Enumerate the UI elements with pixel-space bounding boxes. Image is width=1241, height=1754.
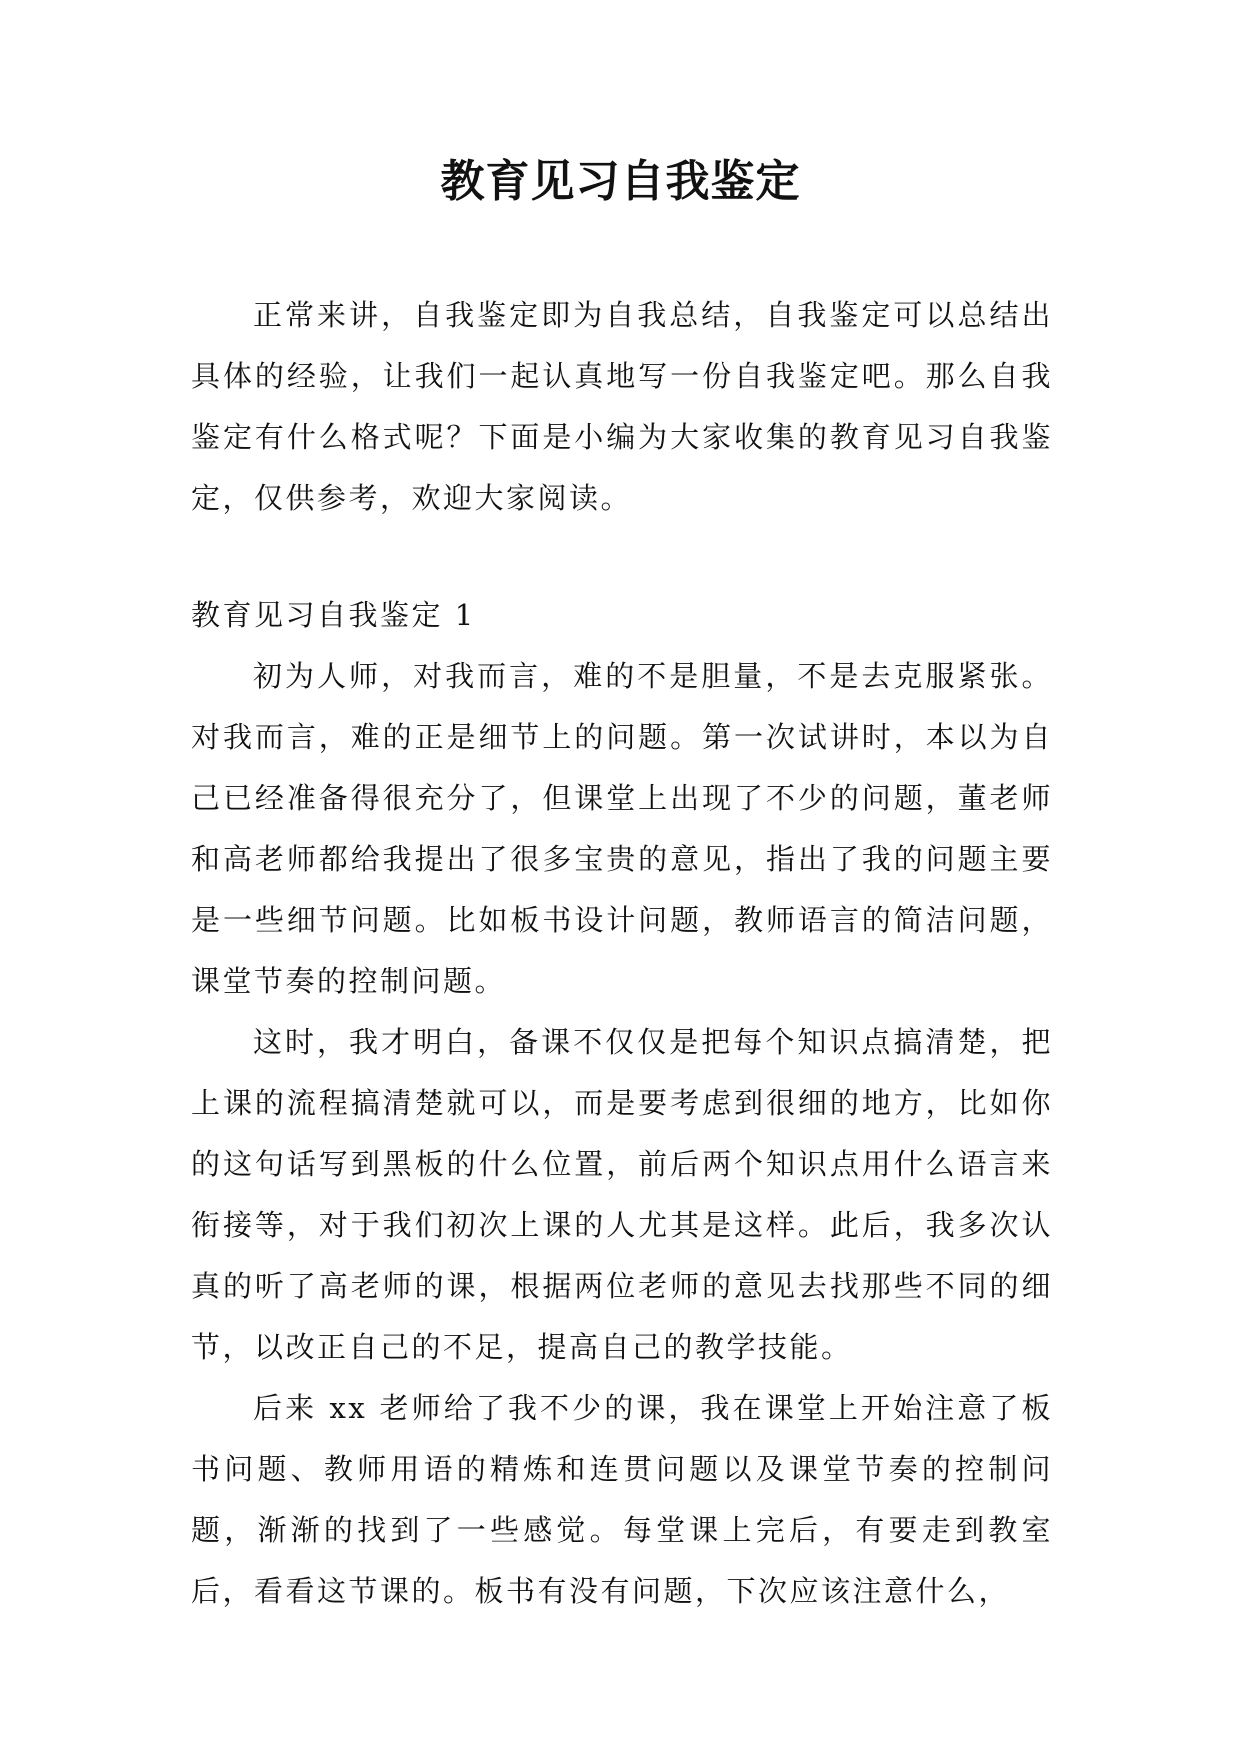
intro-paragraph: 正常来讲，自我鉴定即为自我总结，自我鉴定可以总结出具体的经验，让我们一起认真地写一份自我鉴定吧。那么自我鉴定有什么格式呢？下面是小编为大家收集的教育见习自我鉴定，仅供参考，欢迎大家阅读。 [191,298,1053,515]
document-title: 教育见习自我鉴定 [440,156,801,207]
document-body [191,285,1053,1622]
section-heading: 教育见习自我鉴定 1 [191,598,476,632]
body-paragraph-2: 这时，我才明白，备课不仅仅是把每个知识点搞清楚，把上课的流程搞清楚就可以，而是要考虑到很细的地方，比如你的这句话写到黑板的什么位置，前后两个知识点用什么语言来衔接等，对于我们初次上课的人尤其是这样。此后，我多次认真的听了高老师的课，根据两位老师的意见去找那些不同的细节，以改正自己的不足，提高自己的教学技能。 [191,1025,1053,1364]
body-paragraph-3: 后来 xx 老师给了我不少的课，我在课堂上开始注意了板书问题、教师用语的精炼和连贯问题以及课堂节奏的控制问题，渐渐的找到了一些感觉。每堂课上完后，有要走到教室后，看看这节课的。板书有没有问题，下次应该注意什么， [191,1391,1053,1608]
body-paragraph-1: 初为人师，对我而言，难的不是胆量，不是去克服紧张。对我而言，难的正是细节上的问题。第一次试讲时，本以为自己已经准备得很充分了，但课堂上出现了不少的问题，董老师和高老师都给我提出了很多宝贵的意见，指出了我的问题主要是一些细节问题。比如板书设计问题，教师语言的简洁问题，课堂节奏的控制问题。 [191,659,1053,998]
